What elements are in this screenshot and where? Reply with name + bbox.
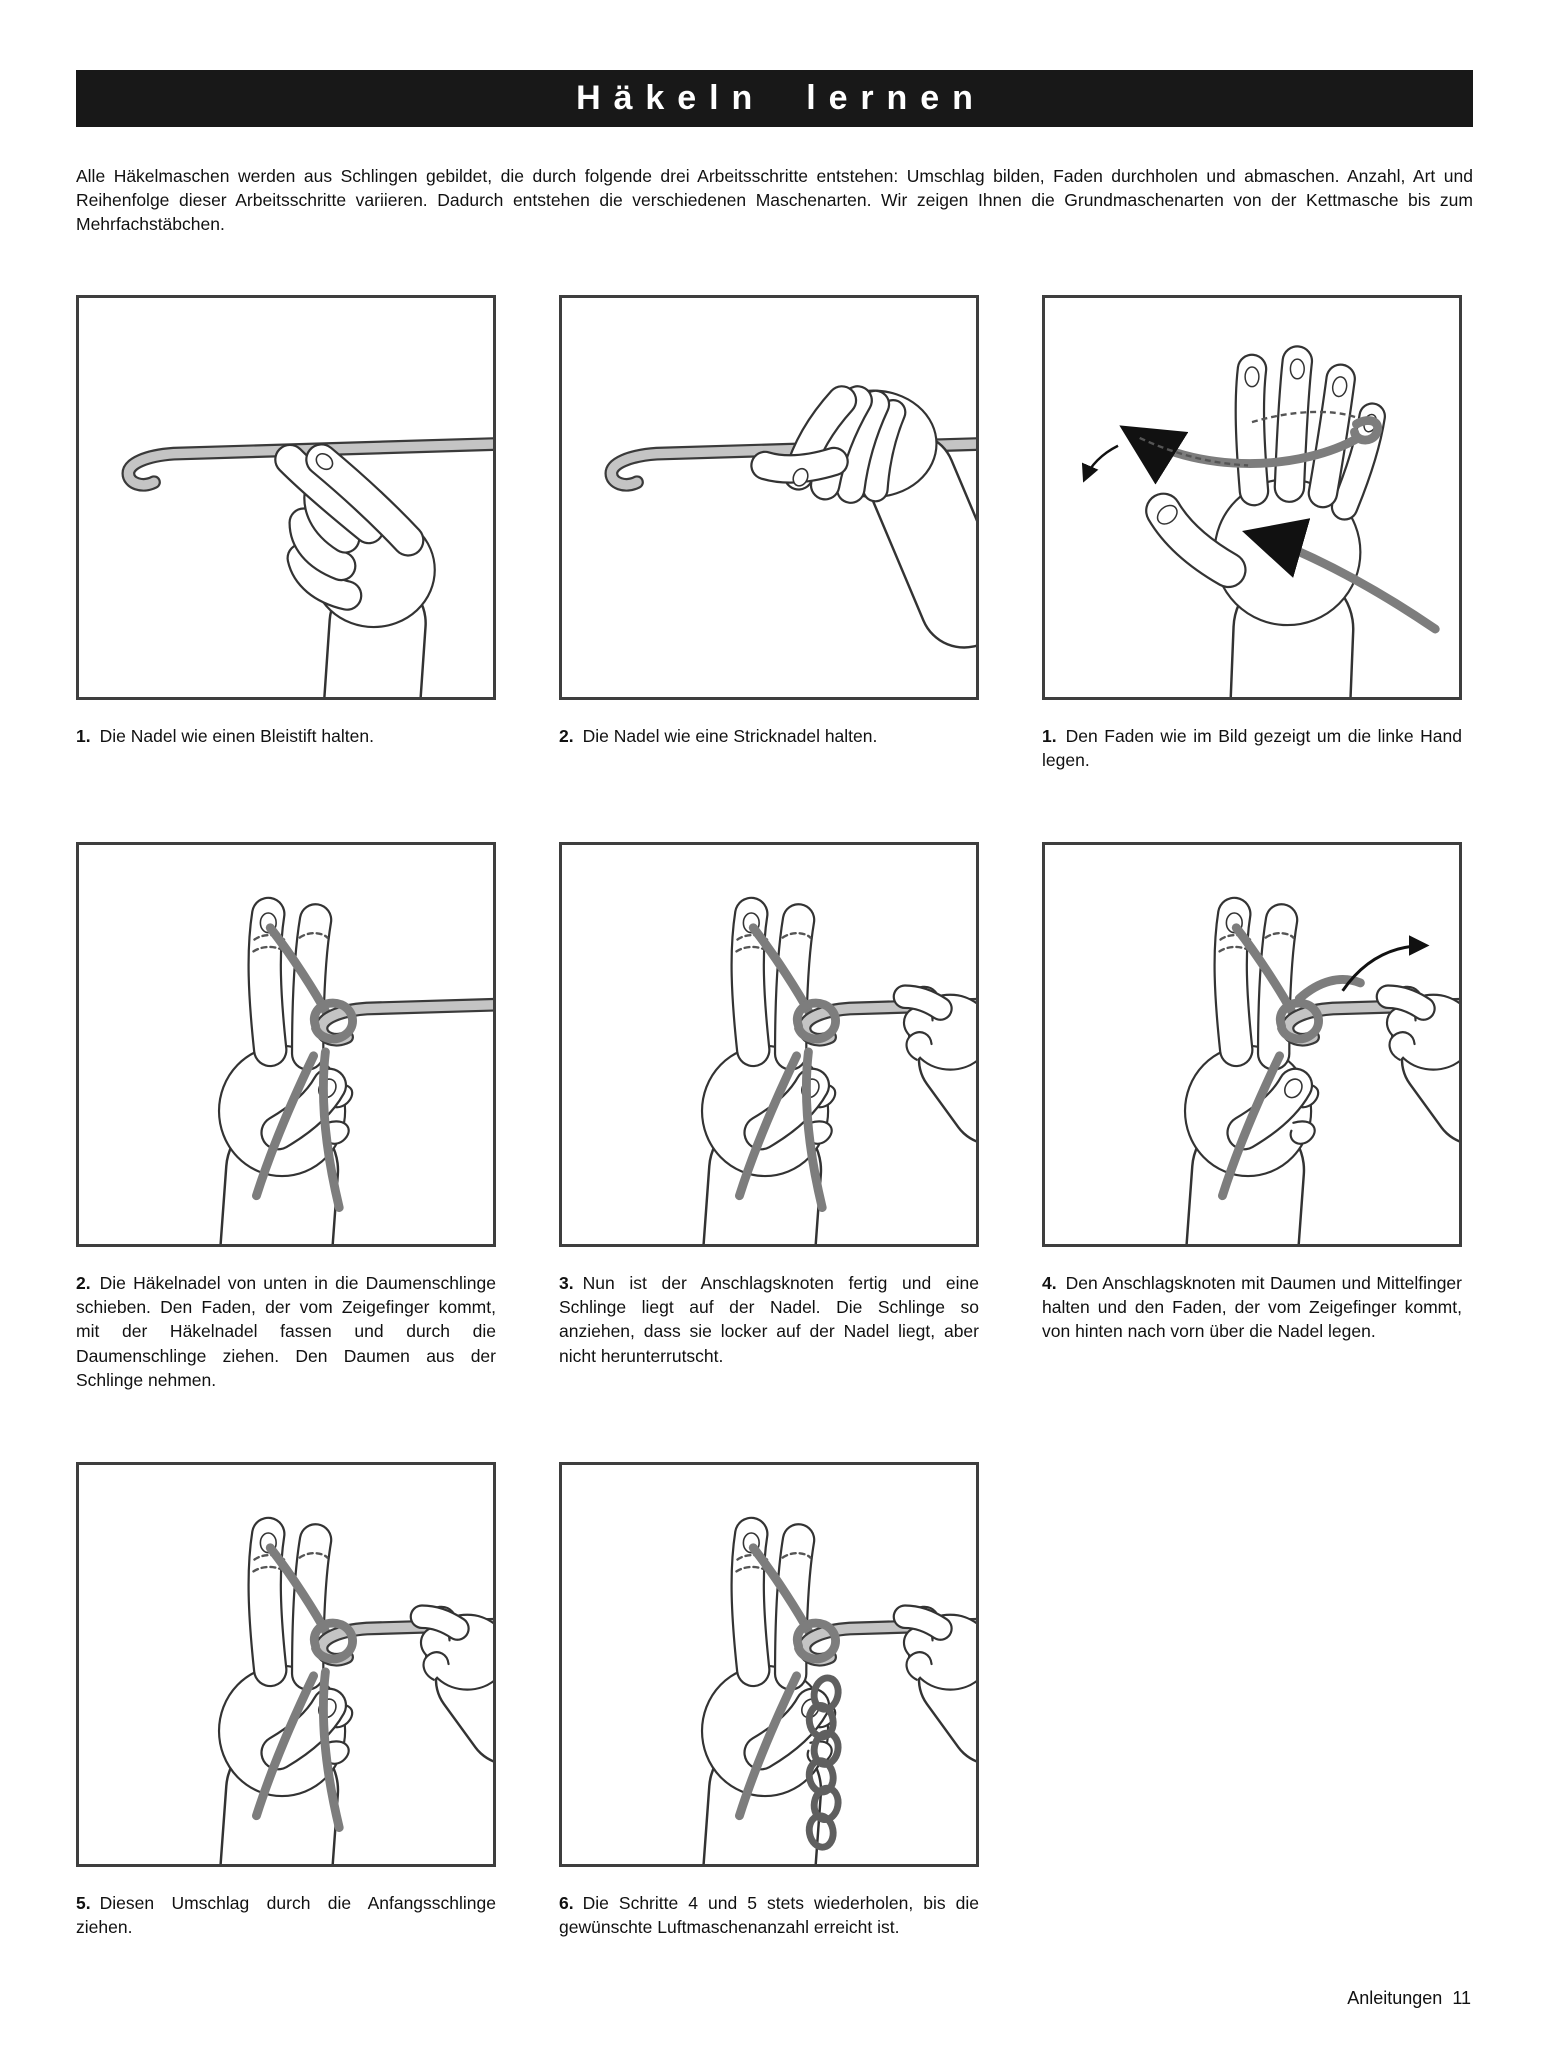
page-title: Häkeln lernen bbox=[576, 79, 986, 117]
footer-section-label: Anleitungen bbox=[1347, 1988, 1443, 2008]
figure-slip-knot-on-hook bbox=[559, 842, 979, 1247]
caption-step: 4. Den Anschlagsknoten mit Daumen und Mittelfinger halten und den Faden, der vom Zeigefinger kommt, von hinten nach vorn über die Nadel legen. bbox=[1042, 1273, 1462, 1342]
footer-page-number: 11 bbox=[1452, 1988, 1471, 2008]
page-footer bbox=[1347, 1988, 1471, 2009]
caption-step: 2. Die Häkelnadel von unten in die Daumenschlinge schieben. Den Faden, der vom Zeigefinger kommt, mit der Häkelnadel fassen und durch die Daumenschlinge ziehen. Den Daumen aus der Schlinge nehmen. bbox=[76, 1273, 496, 1390]
figures-row-2 bbox=[76, 842, 1473, 1247]
intro-paragraph: Alle Häkelmaschen werden aus Schlingen gebildet, die durch folgende drei Arbeitsschritte entstehen: Umschlag bilden, Faden durchholen und abmaschen. Anzahl, Art und Reihenfolge dieser Arbeitsschritte variieren. Dadurch entstehen die verschiedenen Maschenarten. Wir zeigen Ihnen die Grundmaschenarten von der Kettmasche bis zum Mehrfachstäbchen. bbox=[76, 166, 1473, 234]
right-hand-icon bbox=[765, 391, 964, 604]
caption-step: 6. Die Schritte 4 und 5 stets wiederholen, bis die gewünschte Luftmaschenanzahl erreicht ist. bbox=[559, 1892, 979, 1938]
caption-step: 3. Nun ist der Anschlagsknoten fertig und eine Schlinge liegt auf der Nadel. Die Schlinge so anziehen, dass sie locker auf der Nadel liegt, aber nicht herunterrutscht. bbox=[559, 1273, 979, 1366]
caption-step: 5. Diesen Umschlag durch die Anfangsschlinge ziehen. bbox=[76, 1892, 496, 1938]
captions-row-1 bbox=[76, 724, 1473, 772]
captions-row-2 bbox=[76, 1271, 1473, 1392]
figure-hook-through-thumb-loop bbox=[76, 842, 496, 1247]
right-fist-icon bbox=[904, 987, 976, 1103]
direction-arrow-icon bbox=[1085, 446, 1118, 479]
right-fist-icon bbox=[1387, 987, 1459, 1103]
figures-row-1 bbox=[76, 295, 1473, 700]
figure-yarn-over-hook bbox=[1042, 842, 1462, 1247]
figure-pencil-grip bbox=[76, 295, 496, 700]
title-bar bbox=[76, 70, 1473, 127]
left-hand-icon bbox=[1185, 913, 1318, 1244]
left-hand-open-icon bbox=[1154, 359, 1379, 697]
caption-step: 1. Die Nadel wie einen Bleistift halten. bbox=[76, 725, 374, 746]
figure-pull-through-loop bbox=[76, 1462, 496, 1867]
captions-row-3 bbox=[76, 1891, 1473, 1939]
right-hand-icon bbox=[290, 450, 435, 696]
right-fist-icon bbox=[421, 1607, 493, 1723]
right-fist-icon bbox=[904, 1607, 976, 1723]
figure-yarn-around-hand bbox=[1042, 295, 1462, 700]
caption-step: 1. Den Faden wie im Bild gezeigt um die linke Hand legen. bbox=[1042, 725, 1462, 771]
figure-chain-stitches bbox=[559, 1462, 979, 1867]
figure-knife-grip bbox=[559, 295, 979, 700]
caption-step: 2. Die Nadel wie eine Stricknadel halten. bbox=[559, 725, 878, 746]
figures-row-3 bbox=[76, 1462, 1473, 1867]
